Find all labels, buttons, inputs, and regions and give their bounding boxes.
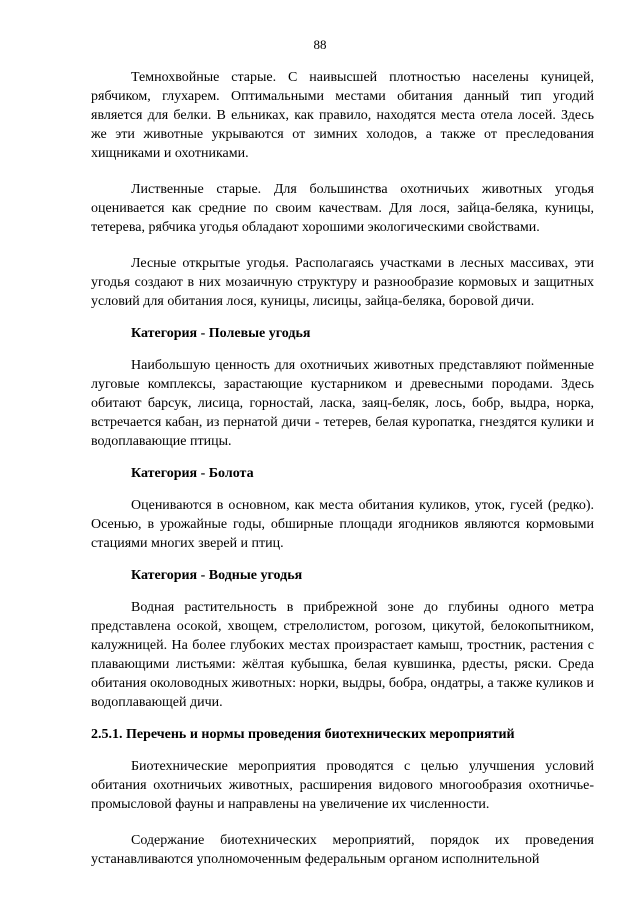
paragraph-biotechnical-purpose: Биотехнические мероприятия проводятся с целью улучшения условий обитания охотничьих животных, расширения видового многообразия охотничье-промысловой фауны и направлены на увеличение их численности. [91,759,594,812]
page-body [91,68,594,869]
heading-field-lands: Категория - Полевые угодья [131,326,311,341]
page-number: 88 [313,37,327,52]
paragraph-swamps: Оцениваются в основном, как места обитания куликов, уток, гусей (редко). Осенью, в урожайные годы, обширные площади ягодников являются кормовыми стациями многих зверей и птиц. [91,498,594,551]
heading-swamps: Категория - Болота [131,466,254,481]
paragraph-deciduous: Лиственные старые. Для большинства охотничьих животных угодья оценивается как средние по своим качествам. Для лося, зайца-беляка, куницы, тетерева, рябчика угодья обладают хорошими экологическими свойствами. [91,182,594,235]
heading-water-lands: Категория - Водные угодья [131,568,303,583]
paragraph-water-lands: Водная растительность в прибрежной зоне до глубины одного метра представлена осокой, хвощем, стрелолистом, рогозом, цикутой, белокопытником, калужницей. На более глубоких местах произрастает камыш, тростник, растения с плавающими листьями: жёлтая кубышка, белая кувшинка, рдесты, ряски. Среда обитания околоводных животных: норки, выдры, бобра, ондатры, а также куликов и водоплавающей дичи. [91,600,594,710]
paragraph-biotechnical-content: Содержание биотехнических мероприятий, порядок их проведения устанавливаются уполномоченным федеральным органом исполнительной [91,833,594,867]
paragraph-dark-coniferous: Темнохвойные старые. С наивысшей плотностью населены куницей, рябчиком, глухарем. Оптимальными местами обитания данный тип угодий является для белки. В ельниках, как правило, находятся места отела лосей. Здесь же эти животные укрываются от зимних холодов, а также от преследования хищниками и охотниками. [91,70,594,161]
section-heading-biotechnical: 2.5.1. Перечень и нормы проведения биотехнических мероприятий [91,727,515,742]
paragraph-open-forest: Лесные открытые угодья. Располагаясь участками в лесных массивах, эти угодья создают в них мозаичную структуру и разнообразие кормовых и защитных условий для обитания лося, куницы, лисицы, зайца-беляка, боровой дичи. [91,256,594,309]
paragraph-field-lands: Наибольшую ценность для охотничьих животных представляют пойменные луговые комплексы, зарастающие кустарником и древесными породами. Здесь обитают барсук, лисица, горностай, ласка, заяц-беляк, лось, бобр, выдра, норка, встречается кабан, из пернатой дичи - тетерев, белая куропатка, гнездятся кулики и водоплавающие птицы. [91,358,594,449]
